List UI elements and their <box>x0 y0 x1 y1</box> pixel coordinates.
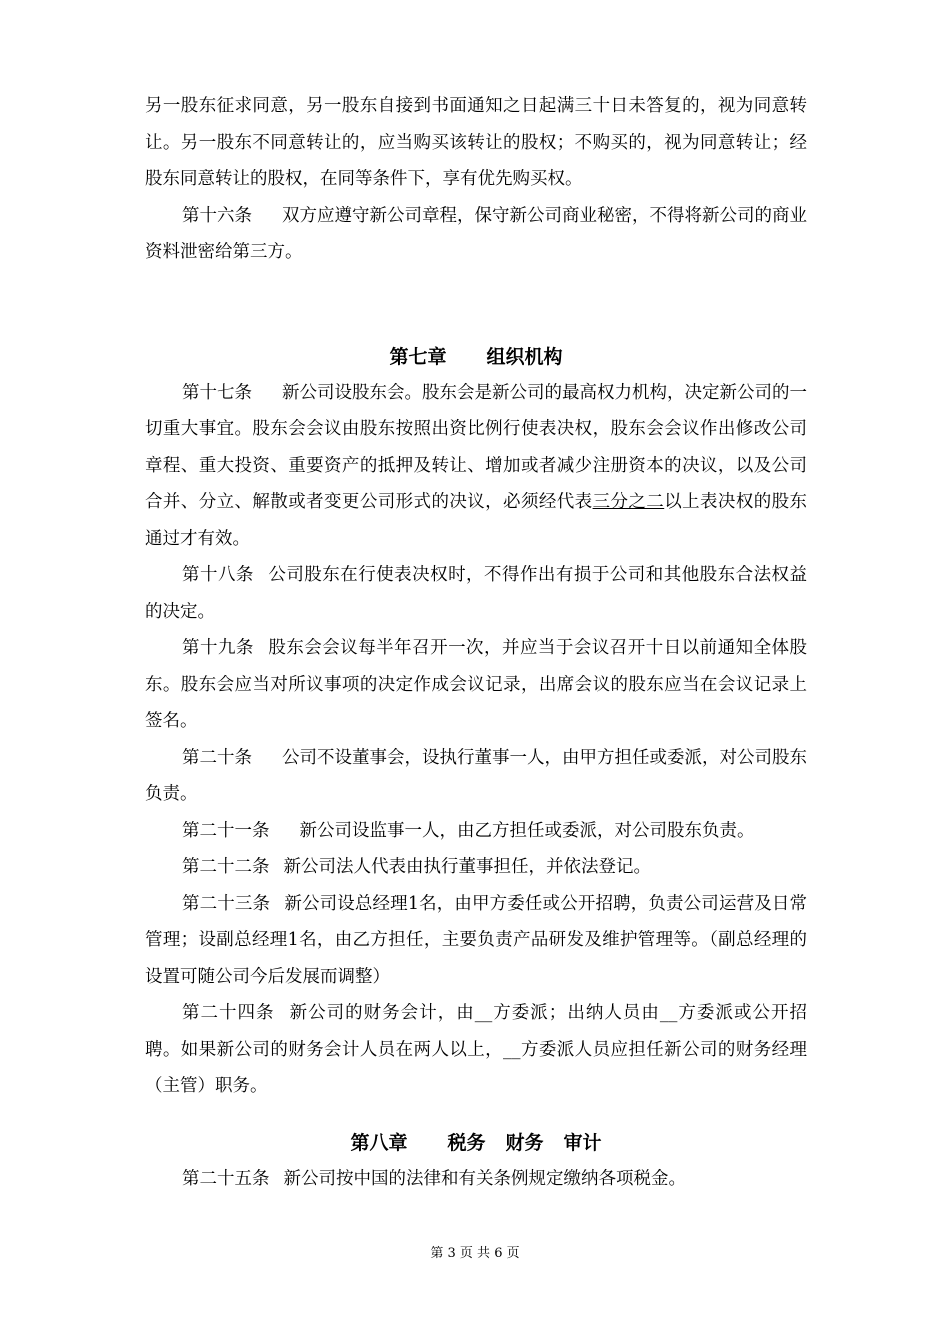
chapter-heading <box>145 339 807 375</box>
article-text: 新公司按中国的法律和有关条例规定缴纳各项税金。 <box>283 1168 686 1189</box>
article-number: 第二十四条 <box>182 1003 275 1023</box>
article-text: 新公司的财务会计，由__方委派；出纳人员由__方委派或公开招聘。如果新公司的财务会计人员在两人以上，__方委派人员应担任新公司的财务经理（主管）职务。 <box>145 1003 808 1096</box>
chapter-title-part: 审计 <box>563 1131 602 1154</box>
article-18 <box>145 557 807 630</box>
article-22 <box>145 849 807 886</box>
chapter-number: 第八章 <box>350 1131 408 1154</box>
article-19 <box>145 630 807 740</box>
chapter-title: 组织机构 <box>486 345 563 368</box>
article-number: 第二十二条 <box>182 857 270 877</box>
underlined-text: 三分之二 <box>592 492 665 512</box>
article-17 <box>145 375 807 558</box>
chapter-title-part: 财务 <box>505 1131 544 1154</box>
article-25 <box>145 1161 807 1198</box>
article-number: 第十九条 <box>182 638 254 658</box>
article-number: 第十六条 <box>182 205 252 226</box>
paragraph-continuation: 另一股东征求同意，另一股东自接到书面通知之日起满三十日未答复的，视为同意转让。另一股东不同意转让的，应当购买该转让的股权；不购买的，视为同意转让；经股东同意转让的股权，在同等条件下，享有优先购买权。 <box>145 96 807 189</box>
article-21 <box>145 813 807 850</box>
chapter-heading <box>145 1125 807 1161</box>
article-text: 新公司设监事一人，由乙方担任或委派，对公司股东负责。 <box>299 820 755 841</box>
article-text: 双方应遵守新公司章程，保守新公司商业秘密，不得将新公司的商业资料泄密给第三方。 <box>145 205 807 262</box>
chapter-number: 第七章 <box>389 345 447 368</box>
chapter-title-part: 税务 <box>447 1131 486 1154</box>
article-number: 第十七条 <box>182 382 252 403</box>
article-number: 第十八条 <box>182 565 254 585</box>
article-text: 新公司设总经理1名，由甲方委任或公开招聘，负责公司运营及日常管理；设副总经理1名，由乙方担任，主要负责产品研发及维护管理等。（副总经理的设置可随公司今后发展而调整） <box>145 893 808 987</box>
article-text-continued: 以上表决权的股东通过才有效。 <box>145 492 808 549</box>
page-footer: 第 3 页 共 6 页 <box>430 1246 520 1261</box>
article-number: 第二十一条 <box>182 820 270 841</box>
article-text: 公司不设董事会，设执行董事一人，由甲方担任或委派，对公司股东负责。 <box>145 747 807 804</box>
article-20 <box>145 740 807 813</box>
article-number: 第二十五条 <box>182 1168 270 1189</box>
article-text: 新公司法人代表由执行董事担任，并依法登记。 <box>283 857 651 877</box>
article-16 <box>145 198 807 271</box>
article-text: 股东会会议每半年召开一次，并应当于会议召开十日以前通知全体股东。股东会应当对所议事项的决定作成会议记录，出席会议的股东应当在会议记录上签名。 <box>145 638 808 731</box>
article-text: 新公司设股东会。股东会是新公司的最高权力机构，决定新公司的一切重大事宜。股东会会议由股东按照出资比例行使表决权，股东会会议作出修改公司章程、重大投资、重要资产的抵押及转让、增加或者减少注册资本的决议，以及公司合并、分立、解散或者变更公司形式的决议，必须经代表 <box>145 382 807 512</box>
article-number: 第二十条 <box>182 747 252 768</box>
document-body <box>145 88 807 1197</box>
article-number: 第二十三条 <box>182 893 271 914</box>
article-23 <box>145 886 807 996</box>
article-24 <box>145 995 807 1105</box>
article-text: 公司股东在行使表决权时，不得作出有损于公司和其他股东合法权益的决定。 <box>145 565 808 622</box>
